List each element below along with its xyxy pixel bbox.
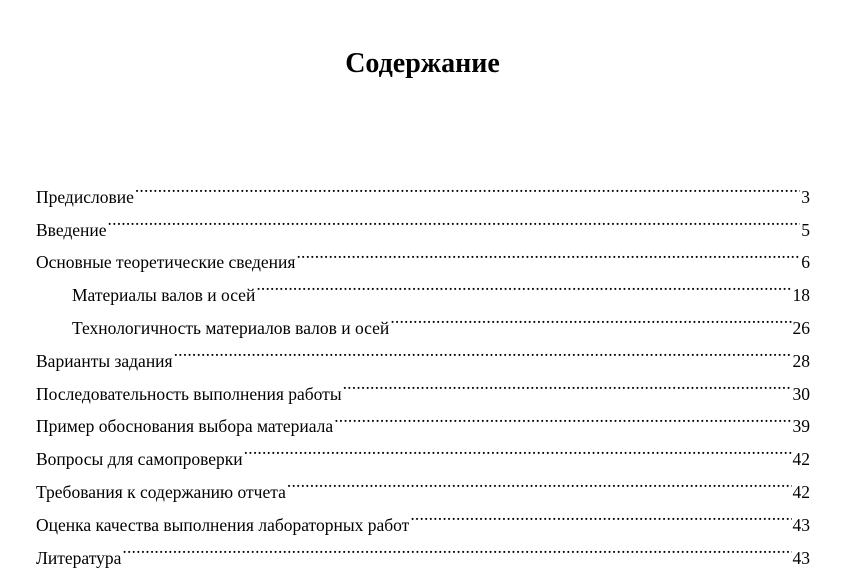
- toc-entry-label: Предисловие: [36, 186, 134, 207]
- toc-entry-label: Материалы валов и осей: [72, 285, 256, 306]
- toc-entry-page: 26: [792, 317, 810, 338]
- toc-entry-label: Пример обоснования выбора материала: [36, 416, 334, 437]
- toc-entry-page: 5: [801, 219, 810, 240]
- toc-entry-label: Литература: [36, 547, 122, 568]
- toc-entry-label: Последовательность выполнения работы: [36, 383, 342, 404]
- toc-entry-label: Оценка качества выполнения лабораторных работ: [36, 514, 410, 535]
- toc-dot-leader: [410, 498, 791, 531]
- toc-entry-label: Варианты задания: [36, 350, 173, 371]
- toc-entry[interactable]: [36, 236, 810, 273]
- toc-entry[interactable]: [36, 531, 810, 568]
- toc-dot-leader: [390, 301, 791, 334]
- toc-entry-label: Вопросы для самопроверки: [36, 449, 243, 470]
- toc-entry-label: Основные теоретические сведения: [36, 252, 296, 273]
- toc-entry-page: 28: [792, 350, 810, 371]
- toc-entry-page: 43: [792, 547, 810, 568]
- toc-entry-label: Требования к содержанию отчета: [36, 481, 286, 502]
- toc-entry-page: 42: [792, 481, 810, 502]
- toc-dot-leader: [287, 465, 792, 498]
- toc-entry-page: 3: [801, 186, 810, 207]
- page-title: Содержание: [345, 48, 500, 79]
- toc-dot-leader: [256, 268, 791, 301]
- table-of-contents: [36, 170, 810, 568]
- toc-dot-leader: [244, 432, 792, 465]
- toc-entry-page: 42: [792, 449, 810, 470]
- toc-dot-leader: [296, 236, 800, 269]
- toc-dot-leader: [135, 170, 800, 203]
- toc-entry[interactable]: [36, 170, 810, 207]
- toc-dot-leader: [343, 367, 792, 400]
- toc-dot-leader: [334, 400, 791, 433]
- toc-entry-label: Введение: [36, 219, 107, 240]
- toc-entry-page: 30: [792, 383, 810, 404]
- toc-entry[interactable]: [36, 203, 810, 240]
- toc-entry-page: 43: [792, 514, 810, 535]
- toc-dot-leader: [108, 203, 801, 236]
- toc-entry-page: 6: [801, 252, 810, 273]
- toc-entry-page: 18: [792, 285, 810, 306]
- toc-dot-leader: [122, 531, 791, 564]
- toc-entry-label: Технологичность материалов валов и осей: [72, 317, 390, 338]
- toc-entry-page: 39: [792, 416, 810, 437]
- toc-dot-leader: [174, 334, 792, 367]
